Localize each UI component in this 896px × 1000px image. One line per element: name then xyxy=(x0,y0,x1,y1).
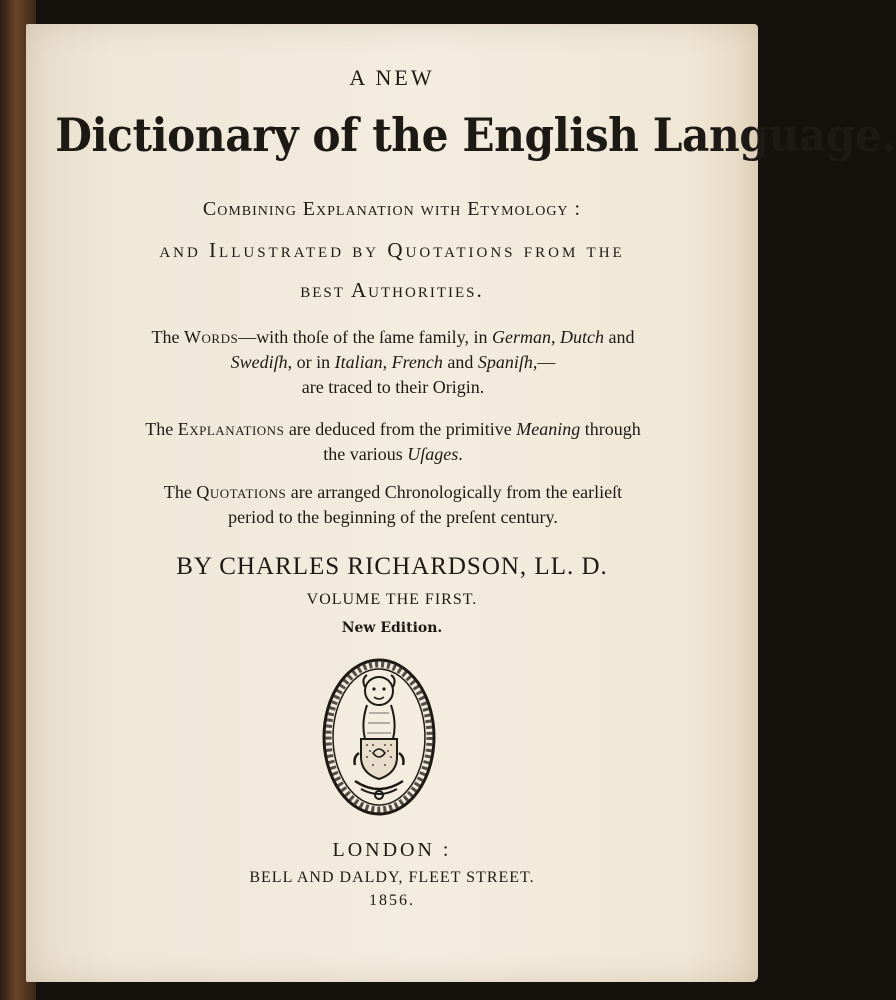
paragraph-text: ,— xyxy=(532,352,556,372)
paragraph-text: —with thoſe of the ſame family, in xyxy=(238,327,492,347)
language-german: German xyxy=(491,327,551,347)
subtitle-line-3: best Authorities. xyxy=(300,278,484,302)
printers-device-emblem xyxy=(321,657,437,817)
paragraph-text: through xyxy=(580,419,641,439)
subtitle-line-2: and Illustrated by Quotations from the xyxy=(159,238,625,262)
paragraph-text: , or in xyxy=(287,352,335,372)
explanations-paragraph xyxy=(96,417,690,467)
paragraph-lead-smallcaps: Quotations xyxy=(196,482,287,502)
imprint-place: LONDON : xyxy=(332,839,452,861)
paragraph-lead-smallcaps: Explanations xyxy=(177,419,285,439)
paragraph-text: and xyxy=(603,327,635,347)
meaning-word: Meaning xyxy=(516,419,581,439)
paragraph-text: period to the beginning of the preſent century. xyxy=(228,507,558,527)
language-dutch: Dutch xyxy=(559,327,604,347)
author-line: BY CHARLES RICHARDSON, LL. D. xyxy=(176,553,608,580)
paragraph-lead: The xyxy=(145,419,174,439)
paragraph-text: . xyxy=(458,444,463,464)
book-title: Dictionary of the English Language. xyxy=(55,108,896,162)
language-french: French xyxy=(391,352,443,372)
paragraph-lead: The xyxy=(163,482,192,502)
usages-word: Uſages xyxy=(407,444,459,464)
volume-line: VOLUME THE FIRST. xyxy=(306,591,478,608)
paragraph-text: and xyxy=(442,352,478,372)
quotations-paragraph xyxy=(96,480,690,530)
paragraph-lead-smallcaps: Words xyxy=(184,327,239,347)
language-spanish: Spaniſh xyxy=(477,352,533,372)
paragraph-text: , xyxy=(382,352,392,372)
subtitle-line-1: Combining Explanation with Etymology : xyxy=(202,198,582,220)
title-page xyxy=(26,24,896,982)
paragraph-text: the various xyxy=(323,444,408,464)
paragraph-text: are arranged Chronologically from the earlieſt xyxy=(286,482,623,502)
imprint-year: 1856. xyxy=(369,892,415,909)
title-kicker: A NEW xyxy=(349,65,435,90)
paragraph-text: are traced to their Origin. xyxy=(301,377,485,397)
language-italian: Italian xyxy=(334,352,383,372)
imprint-publisher: BELL AND DALDY, FLEET STREET. xyxy=(249,869,535,886)
paragraph-text: , xyxy=(550,327,560,347)
language-swedish: Swediſh xyxy=(230,352,288,372)
words-paragraph xyxy=(96,325,690,400)
paragraph-lead: The xyxy=(151,327,180,347)
paragraph-text: are deduced from the primitive xyxy=(284,419,517,439)
edition-line: New Edition. xyxy=(341,620,443,636)
